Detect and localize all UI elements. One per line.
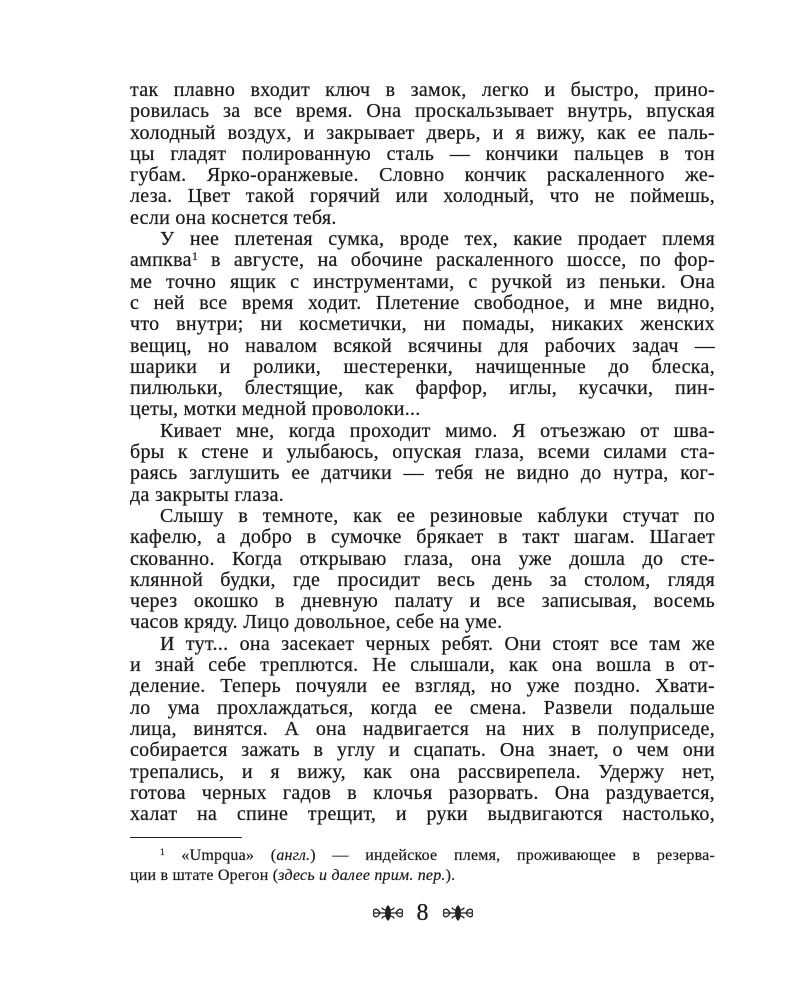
text-line: Кивает мне, когда проходит мимо. Я отъезжаю от шва- [160, 419, 715, 442]
footnote-separator [130, 837, 242, 838]
text-segment: «Umpqua» ( [164, 847, 277, 864]
text-line: холодный воздух, и закрывает дверь, и я вижу, как ее паль- [130, 121, 715, 144]
body-text [130, 80, 715, 825]
text-line: так плавно входит ключ в замок, легко и быстро, прино- [130, 79, 715, 101]
footnote-marker: 1 [160, 847, 165, 859]
text-line: через окошко в дневную палату и все записывая, восемь [130, 590, 715, 613]
flourish-right-icon [441, 904, 475, 922]
text-line: пилюльки, блестящие, как фарфор, иглы, кусачки, пин- [130, 377, 715, 400]
text-line: цы гладят полированную сталь — кончики пальцев в тон [130, 142, 715, 165]
text-segment: ) — индейское племя, проживающее в резерва- [310, 847, 715, 864]
text-line: да закрыты глаза. [130, 483, 285, 506]
text-line: если она коснется тебя. [130, 206, 337, 229]
text-segment: в августе, на обочине раскаленного шоссе, по фор- [197, 249, 715, 272]
text-line: деление. Теперь почуяли ее взгляд, но уже поздно. Хвати- [130, 675, 715, 698]
text-line: скованно. Когда открываю глаза, она уже дошла до сте- [130, 547, 715, 570]
text-line: вещиц, но навалом всякой всячины для рабочих задач — [130, 334, 715, 357]
footnote-reference: 1 [191, 249, 198, 264]
text-segment: ции в штате Орегон ( [130, 866, 279, 884]
italic-segment: здесь и далее прим. пер. [278, 866, 446, 884]
text-line: шарики и ролики, шестеренки, начищенные до блеска, [130, 355, 715, 378]
paragraph [130, 80, 715, 229]
text-line: У нее плетеная сумка, вроде тех, какие продает племя [160, 228, 715, 251]
text-line: готова черных гадов в клочья разорвать. Она раздувается, [130, 781, 715, 804]
text-line: с ней все время ходит. Плетение свободное, и мне видно, [130, 291, 715, 314]
text-line: ме точно ящик с инструментами, с ручкой из пеньки. Она [130, 270, 715, 293]
text-line: клянной будки, где просидит весь день за столом, глядя [130, 568, 715, 591]
text-line: губам. Ярко-оранжевые. Словно кончик раскаленного же- [130, 164, 715, 187]
text-line: халат на спине трещит, и руки выдвигаются настолько, [130, 803, 715, 826]
text-line: ло ума прохлаждаться, когда ее смена. Развели подальше [130, 696, 715, 719]
text-line: леза. Цвет такой горячий или холодный, что не поймешь, [130, 185, 715, 208]
flourish-left-icon [371, 904, 405, 922]
paragraph [130, 229, 715, 421]
text-line [130, 250, 715, 271]
text-segment: ). [445, 866, 456, 884]
text-line: что внутри; ни косметички, ни помады, никаких женских [130, 313, 715, 336]
text-line: И тут... она засекает черных ребят. Они стоят все там же [160, 632, 715, 655]
text-line: лица, винятся. А она надвигается на них в полуприседе, [130, 717, 715, 740]
paragraph [130, 421, 715, 506]
text-line: собирается зажать в углу и сцапать. Она знает, о чем они [130, 739, 715, 762]
text-line: Слышу в темноте, как ее резиновые каблуки стучат по [160, 504, 715, 527]
text-line: бры к стене и улыбаюсь, опуская глаза, всеми силами ста- [130, 441, 715, 464]
text-segment: ампква [130, 249, 192, 272]
text-line: цеты, мотки медной проволоки... [130, 398, 421, 421]
page-number-block [130, 898, 715, 928]
text-line: ровилась за все время. Она проскальзывает внутрь, впуская [130, 100, 715, 123]
footnote-line [130, 846, 715, 866]
footnote-line [130, 866, 715, 886]
paragraph [130, 506, 715, 634]
text-line: и знай себе треплются. Не слышали, как она вошла в от- [130, 654, 715, 677]
page-number: 8 [416, 900, 429, 926]
italic-segment: англ. [276, 847, 311, 864]
text-line: часов кряду. Лицо довольное, себе на уме. [130, 611, 503, 634]
footnote [130, 846, 715, 885]
text-line: кафелю, а добро в сумочке брякает в такт шагам. Шагает [130, 526, 715, 549]
paragraph [130, 634, 715, 826]
text-line: трепались, и я вижу, как она рассвирепела. Удержу нет, [130, 760, 715, 783]
text-line: раясь заглушить ее датчики — тебя не видно до нутра, ког- [130, 462, 715, 485]
